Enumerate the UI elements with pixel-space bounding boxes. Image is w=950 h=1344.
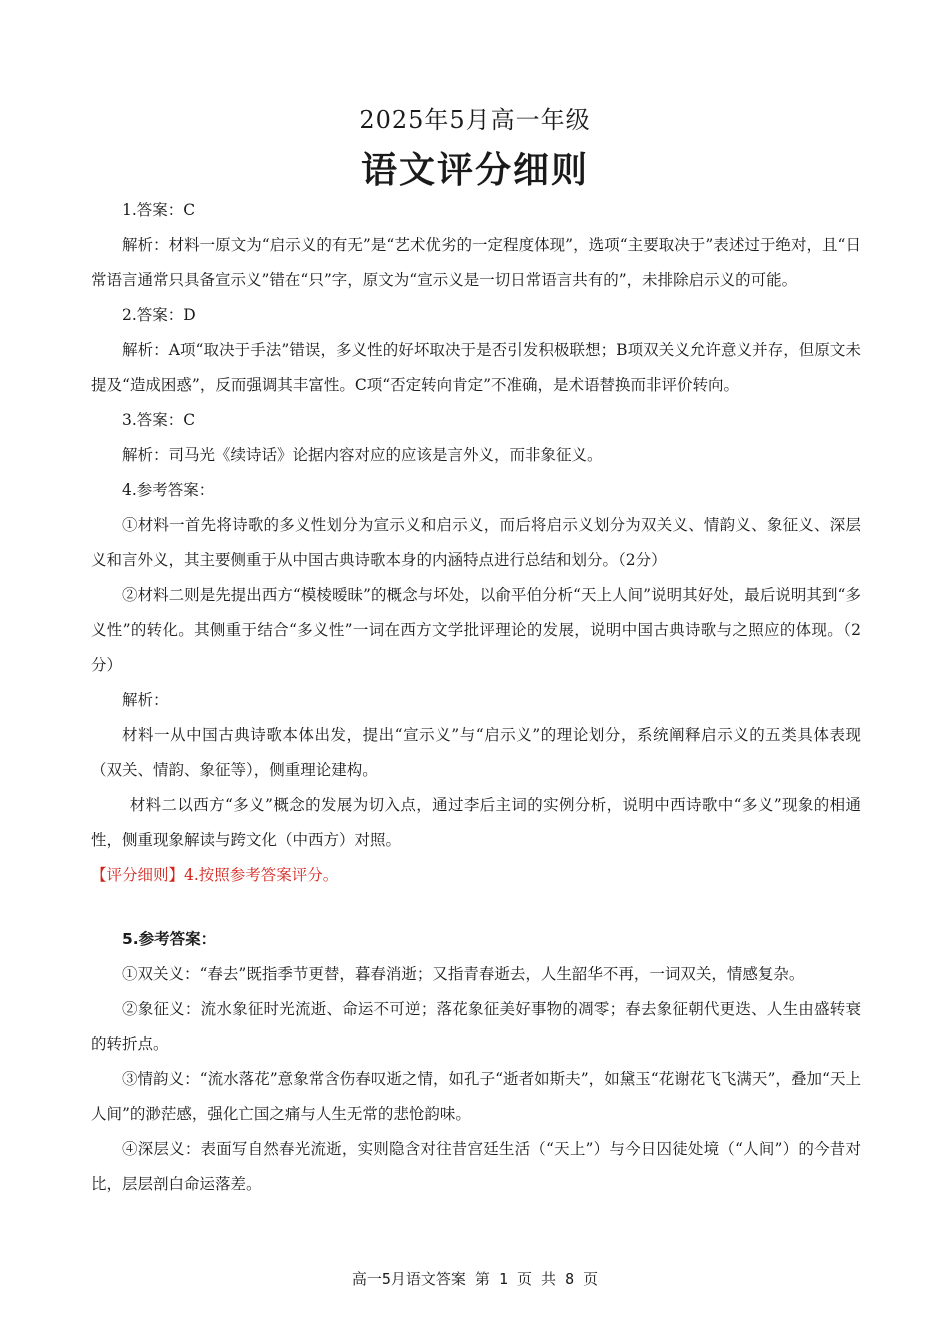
q5-heading: 5.参考答案： [122, 930, 217, 948]
q4-rubric: 【评分细则】4.按照参考答案评分。 [91, 866, 339, 884]
q4-point-1: ①材料一首先将诗歌的多义性划分为宣示义和启示义，而后将启示义划分为双关义、情韵义、象征义、深层义和言外义，其主要侧重于从中国古典诗歌本身的内涵特点进行总结和划分。（2分） [91, 516, 861, 569]
page-footer: 高一5月语文答案 第 1 页 共 8 页 [351, 1270, 599, 1288]
q4-point-2: ②材料二则是先提出西方“模棱暧昧”的概念与坏处，以俞平伯分析“天上人间”说明其好处，最后说明其到“多义性”的转化。其侧重于结合“多义性”一词在西方文学批评理论的发展，说明中国古典诗歌与之照应的体现。（2分） [91, 586, 861, 674]
q4-analysis-label: 解析： [122, 691, 169, 709]
q3-answer: 3.答案：C [122, 411, 196, 429]
q1-answer: 1.答案：C [122, 201, 196, 219]
q4-analysis-2: 材料二以西方“多义”概念的发展为切入点，通过李后主词的实例分析，说明中西诗歌中“多义”现象的相通性，侧重现象解读与跨文化（中西方）对照。 [91, 796, 861, 849]
page-title: 语文评分细则 [360, 150, 589, 191]
answer-content [91, 193, 861, 1202]
exam-subtitle: 2025年5月高一年级 [359, 106, 591, 134]
section-gap [91, 893, 861, 922]
q5-point-2: ②象征义：流水象征时光流逝、命运不可逆；落花象征美好事物的凋零；春去象征朝代更迭、人生由盛转衰的转折点。 [91, 1000, 861, 1053]
q5-point-4: ④深层义：表面写自然春光流逝，实则隐含对往昔宫廷生活（“天上”）与今日囚徒处境（“人间”）的今昔对比，层层剖白命运落差。 [91, 1140, 861, 1193]
q1-analysis: 解析：材料一原文为“启示义的有无”是“艺术优劣的一定程度体现”，选项“主要取决于”表述过于绝对，且“日常语言通常只具备宣示义”错在“只”字，原文为“宣示义是一切日常语言共有的”，未排除启示义的可能。 [91, 236, 861, 289]
q3-analysis: 解析：司马光《续诗话》论据内容对应的应该是言外义，而非象征义。 [122, 446, 603, 464]
q4-analysis-1: 材料一从中国古典诗歌本体出发，提出“宣示义”与“启示义”的理论划分，系统阐释启示义的五类具体表现（双关、情韵、象征等），侧重理论建构。 [91, 726, 861, 779]
q5-point-1: ①双关义：“春去”既指季节更替，暮春消逝；又指青春逝去，人生韶华不再，一词双关，情感复杂。 [122, 965, 805, 983]
q2-analysis: 解析：A项“取决于手法”错误，多义性的好坏取决于是否引发积极联想；B项双关义允许意义并存，但原文未提及“造成困惑”，反而强调其丰富性。C项“否定转向肯定”不准确，是术语替换而非评价转向。 [91, 341, 861, 394]
q5-point-3: ③情韵义：“流水落花”意象常含伤春叹逝之情，如孔子“逝者如斯夫”，如黛玉“花谢花飞飞满天”，叠加“天上人间”的渺茫感，强化亡国之痛与人生无常的悲怆韵味。 [91, 1070, 861, 1123]
q4-heading: 4.参考答案： [122, 481, 215, 499]
q2-answer: 2.答案：D [122, 306, 196, 324]
